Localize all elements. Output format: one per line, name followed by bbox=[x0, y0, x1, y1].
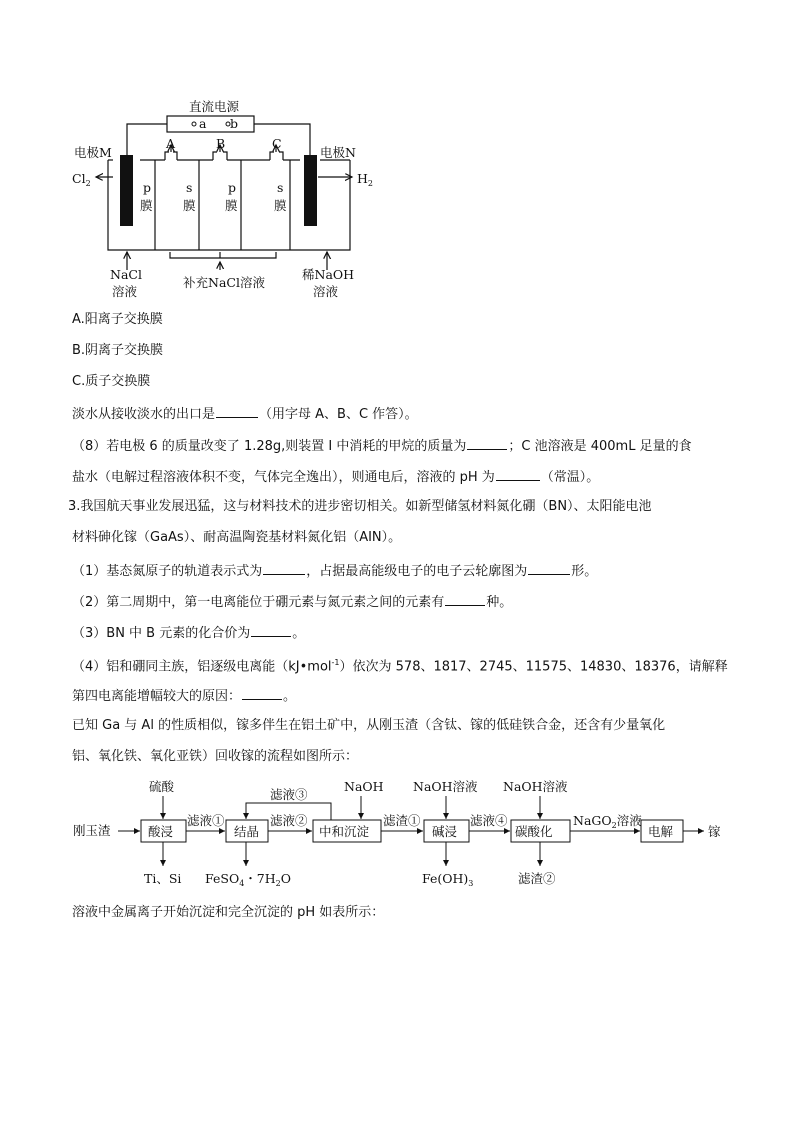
question-outlet: 淡水从接收淡水的出口是 （用字母 A、B、C 作答）。 bbox=[72, 403, 418, 425]
answer-blank bbox=[445, 591, 485, 606]
outlet-b: B bbox=[216, 136, 226, 151]
h2-label: $H_2$ bbox=[357, 171, 373, 188]
filtrate-2: 滤液② bbox=[270, 813, 308, 828]
reagent-naoh-solution-2: NaOH溶液 bbox=[503, 779, 568, 794]
membrane-1-label: 膜 bbox=[140, 198, 153, 213]
question-3-3: （3）BN 中 B 元素的化合价为 。 bbox=[72, 622, 305, 644]
question-3-2: （2）第二周期中，第一电离能位于硼元素与氮元素之间的元素有 种。 bbox=[72, 591, 512, 613]
answer-blank bbox=[467, 435, 507, 450]
cl2-label: $Cl_2$ bbox=[72, 171, 91, 188]
membrane-4-type: s bbox=[277, 180, 284, 195]
refill-label: 补充NaCl溶液 bbox=[183, 275, 265, 290]
electrode-m bbox=[120, 155, 133, 226]
box-acid-leach-label: 酸浸 bbox=[148, 824, 174, 839]
answer-blank bbox=[242, 685, 282, 700]
question-3-line1: 3.我国航天事业发展迅猛，这与材料技术的进步密切相关。如新型储氢材料氮化硼（BN）、太阳能电池 bbox=[68, 499, 652, 514]
nacl-inlet-sub: 溶液 bbox=[112, 284, 138, 299]
start-material: 刚玉渣 bbox=[73, 823, 111, 838]
box-alkali-leach-label: 碱浸 bbox=[432, 824, 458, 839]
filtrate-4: 滤液④ bbox=[470, 813, 508, 828]
question-8-line1: （8）若电极 6 的质量改变了 1.28g,则装置 I 中消耗的甲烷的质量为 ；C 池溶液是 400mL 足量的食 bbox=[72, 435, 692, 457]
membrane-3-label: 膜 bbox=[225, 198, 238, 213]
answer-blank bbox=[496, 466, 540, 481]
outlet-a: A bbox=[166, 136, 176, 151]
residue-1: 滤渣① bbox=[383, 813, 421, 828]
outlet-c: C bbox=[272, 136, 282, 151]
naoh-inlet-sub: 溶液 bbox=[313, 284, 339, 299]
option-a: A.阳离子交换膜 bbox=[72, 312, 163, 327]
membrane-2-type: s bbox=[186, 180, 193, 195]
terminal-b: b bbox=[230, 116, 239, 131]
terminal-a: a bbox=[199, 116, 207, 131]
answer-blank bbox=[251, 622, 291, 637]
membrane-3-type: p bbox=[228, 180, 237, 195]
membrane-1-type: p bbox=[143, 180, 152, 195]
gallium-intro-line1: 已知 Ga 与 Al 的性质相似，镓多伴生在铝土矿中，从刚玉渣（含钛、镓的低硅铁合金，还含有少量氧化 bbox=[72, 718, 666, 733]
membrane-2-label: 膜 bbox=[183, 198, 196, 213]
table-intro: 溶液中金属离子开始沉淀和完全沉淀的 pH 如表所示： bbox=[72, 905, 385, 920]
electrode-n bbox=[304, 155, 317, 226]
naoh-inlet-label: 稀NaOH bbox=[302, 267, 355, 282]
answer-blank bbox=[263, 560, 305, 575]
reagent-naoh: NaOH bbox=[344, 779, 384, 794]
product-gallium: 镓 bbox=[708, 824, 721, 839]
electrode-m-label: 电极M bbox=[74, 145, 112, 160]
box-electrolysis-label: 电解 bbox=[648, 824, 674, 839]
filtrate-1: 滤液① bbox=[187, 813, 225, 828]
answer-blank bbox=[216, 403, 258, 418]
question-3-1: （1）基态氮原子的轨道表示式为 ，占据最高能级电子的电子云轮廓图为 形。 bbox=[72, 560, 597, 582]
power-label: 直流电源 bbox=[189, 99, 240, 114]
output-feoh3: $Fe(OH)_3$ bbox=[422, 871, 474, 888]
box-crystallize-label: 结晶 bbox=[234, 824, 260, 839]
residue-2: 滤渣② bbox=[518, 871, 556, 886]
box-neutralize-label: 中和沉淀 bbox=[319, 824, 370, 839]
answer-blank bbox=[528, 560, 570, 575]
output-feso4: FeSO$_4$・$7H_2O$ bbox=[205, 871, 291, 888]
option-b: B.阴离子交换膜 bbox=[72, 343, 164, 358]
filtrate-3-recycle: 滤液③ bbox=[270, 787, 308, 802]
membrane-4-label: 膜 bbox=[274, 198, 287, 213]
question-3-line2: 材料砷化镓（GaAs）、耐高温陶瓷基材料氮化铝（AIN）。 bbox=[72, 530, 402, 545]
question-3-4-line2: 第四电离能增幅较大的原因： 。 bbox=[72, 685, 296, 707]
reagent-naoh-solution-1: NaOH溶液 bbox=[413, 779, 478, 794]
option-c: C.质子交换膜 bbox=[72, 374, 151, 389]
gallium-recovery-flowchart bbox=[0, 772, 794, 892]
nacl-inlet-label: NaCl bbox=[110, 267, 142, 282]
question-3-4-line1: （4）铝和硼同主族，铝逐级电离能（kJ•mol$^{-1}$）依次为 578、1817、2745、11575、14830、18376，请解释 bbox=[72, 658, 728, 675]
output-ti-si: Ti、Si bbox=[144, 871, 182, 886]
gallium-intro-line2: 铝、氧化铁、氧化亚铁）回收镓的流程如图所示： bbox=[72, 749, 359, 764]
question-8-line2: 盐水（电解过程溶液体积不变，气体完全逸出），则通电后，溶液的 pH 为 （常温）。 bbox=[72, 466, 599, 488]
reagent-sulfuric-acid: 硫酸 bbox=[149, 779, 175, 794]
electrode-n-label: 电极N bbox=[320, 145, 356, 160]
naggo2-solution: NaGO$_2$溶液 bbox=[573, 813, 642, 830]
electrodialysis-diagram bbox=[0, 0, 794, 310]
box-carbonation-label: 碳酸化 bbox=[515, 824, 553, 839]
